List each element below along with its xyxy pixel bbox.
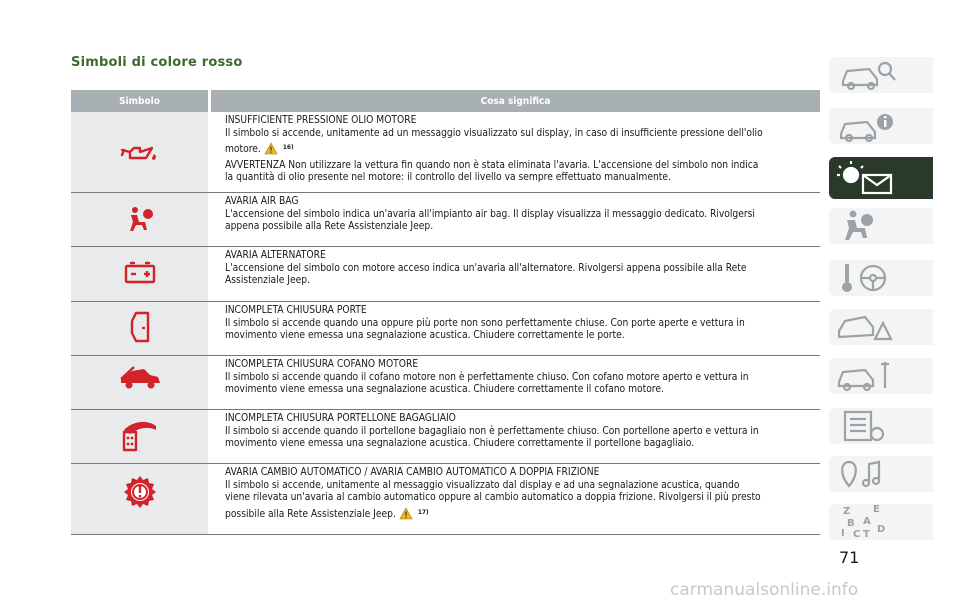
chapter-tab-car-info[interactable] [829, 108, 933, 144]
meaning-cell [211, 410, 820, 463]
row-text: Il simbolo si accende quando il portellone bagagliaio non è perfettamente chiuso. Con portellone aperto e vettura in [225, 425, 759, 437]
symbol-cell [71, 247, 208, 301]
page-number: 71 [839, 548, 860, 567]
chapter-tab-emergency[interactable] [829, 309, 933, 345]
symbol-cell [71, 302, 208, 355]
index-letter: B [847, 518, 855, 529]
row-title: AVARIA CAMBIO AUTOMATICO / AVARIA CAMBIO AUTOMATICO A DOPPIA FRIZIONE [225, 467, 600, 478]
section-title: Simboli di colore rosso [71, 55, 243, 70]
table-row [71, 302, 820, 356]
oil-pressure-icon [118, 138, 162, 168]
symbol-cell [71, 193, 208, 246]
row-text: Il simbolo si accende, unitamente ad un messaggio visualizzato sul display, in caso di insufficiente pressione dell'olio [225, 127, 763, 139]
row-text: AVVERTENZA Non utilizzare la vettura fin quando non è stata eliminata l'avaria. L'accensione del simbolo non indica [225, 159, 759, 171]
row-text: L'accensione del simbolo con motore acceso indica un'avaria all'alternatore. Rivolgersi appena possibile alla Rete [225, 262, 747, 274]
chapter-tab-technical-data[interactable] [829, 408, 933, 444]
symbol-cell [71, 410, 208, 463]
row-text: Assistenziale Jeep. [225, 275, 310, 287]
row-text: Il simbolo si accende quando il cofano motore non è perfettamente chiuso. Con cofano motore aperto e vettura in [225, 371, 749, 383]
chapter-tab-maintenance[interactable] [829, 358, 933, 394]
row-title: INCOMPLETA CHIUSURA PORTE [225, 305, 367, 316]
row-text: Il simbolo si accende quando una oppure più porte non sono perfettamente chiuse. Con porte aperte e vettura in [225, 317, 745, 329]
warning-symbols-table [71, 90, 820, 535]
meaning-cell [211, 464, 820, 534]
row-text: appena possibile alla Rete Assistenziale Jeep. [225, 221, 434, 233]
row-title: INSUFFICIENTE PRESSIONE OLIO MOTORE [225, 115, 417, 126]
warning-triangle-icon [264, 142, 278, 160]
door-open-icon [128, 311, 152, 343]
index-letter: D [877, 524, 886, 535]
index-letter: I [841, 528, 845, 539]
chapter-tab-starting-driving[interactable] [829, 260, 933, 296]
watermark: carmanualsonline.info [670, 580, 859, 600]
table-row [71, 112, 820, 193]
tailgate-open-icon [120, 416, 160, 454]
steering-key-icon [829, 260, 933, 296]
meaning-cell [211, 112, 820, 192]
note-ref: 17) [417, 507, 429, 516]
seat-airbag-icon [829, 208, 933, 244]
warning-light-message-icon [829, 157, 933, 199]
header-meaning: Cosa significa [211, 90, 820, 112]
row-text: Il simbolo si accende, unitamente al messaggio visualizzato dal display e ad una segnalazione acustica, quando [225, 479, 740, 491]
row-title: INCOMPLETA CHIUSURA COFANO MOTORE [225, 359, 419, 370]
symbol-cell [71, 464, 208, 534]
meaning-cell [211, 193, 820, 246]
warning-triangle-icon [399, 507, 413, 525]
row-text: movimento viene emessa una segnalazione acustica. Chiudere correttamente le porte. [225, 330, 625, 342]
gearbox-fault-icon [122, 474, 158, 510]
meaning-cell [211, 247, 820, 301]
row-title: INCOMPLETA CHIUSURA PORTELLONE BAGAGLIAIO [225, 413, 456, 424]
meaning-cell [211, 356, 820, 409]
car-maintenance-icon [829, 358, 933, 394]
car-info-icon [829, 108, 933, 144]
battery-icon [123, 261, 157, 285]
table-row [71, 356, 820, 410]
index-letter: A [863, 516, 871, 527]
row-text: possibile alla Rete Assistenziale Jeep. [225, 508, 396, 520]
table-row [71, 193, 820, 247]
multimedia-icon [829, 456, 933, 492]
index-letter: C [853, 529, 861, 540]
index-letter: E [873, 504, 880, 515]
table-header [71, 90, 820, 112]
row-title: AVARIA ALTERNATORE [225, 250, 326, 261]
row-text: movimento viene emessa una segnalazione acustica. Chiudere correttamente il portellone bagagliaio. [225, 438, 695, 450]
technical-data-icon [829, 408, 933, 444]
row-title: AVARIA AIR BAG [225, 196, 299, 207]
note-ref: 16) [282, 143, 294, 152]
index-letters-icon [829, 504, 933, 540]
row-text: L'accensione del simbolo indica un'avaria all'impianto air bag. Il display visualizza il messaggio dedicato. Rivolgersi [225, 208, 755, 220]
chapter-tab-multimedia[interactable] [829, 456, 933, 492]
table-row [71, 247, 820, 302]
meaning-cell [211, 302, 820, 355]
symbol-cell [71, 356, 208, 409]
chapter-tab-warning-lights[interactable] [829, 157, 933, 199]
row-text: la quantità di olio presente nel motore: il controllo del livello va sempre effettuato manualmente. [225, 172, 671, 184]
symbol-cell [71, 112, 208, 192]
table-row [71, 464, 820, 535]
chapter-tab-car-search[interactable] [829, 57, 933, 93]
row-text: viene rilevata un'avaria al cambio automatico oppure al cambio automatico a doppia frizione. Rivolgersi il più presto [225, 492, 761, 504]
index-letter: Z [843, 506, 851, 517]
chapter-tab-index[interactable] [829, 504, 933, 540]
row-text: motore. [225, 144, 261, 156]
table-row [71, 410, 820, 464]
car-crash-warning-icon [829, 309, 933, 345]
car-search-icon [829, 57, 933, 93]
hood-open-icon [118, 365, 162, 391]
row-text: movimento viene emessa una segnalazione acustica. Chiudere correttamente il cofano motore. [225, 384, 664, 396]
header-symbol: Simbolo [71, 90, 208, 112]
index-letter: T [863, 529, 870, 540]
chapter-tab-safety[interactable] [829, 208, 933, 244]
airbag-icon [125, 205, 155, 235]
